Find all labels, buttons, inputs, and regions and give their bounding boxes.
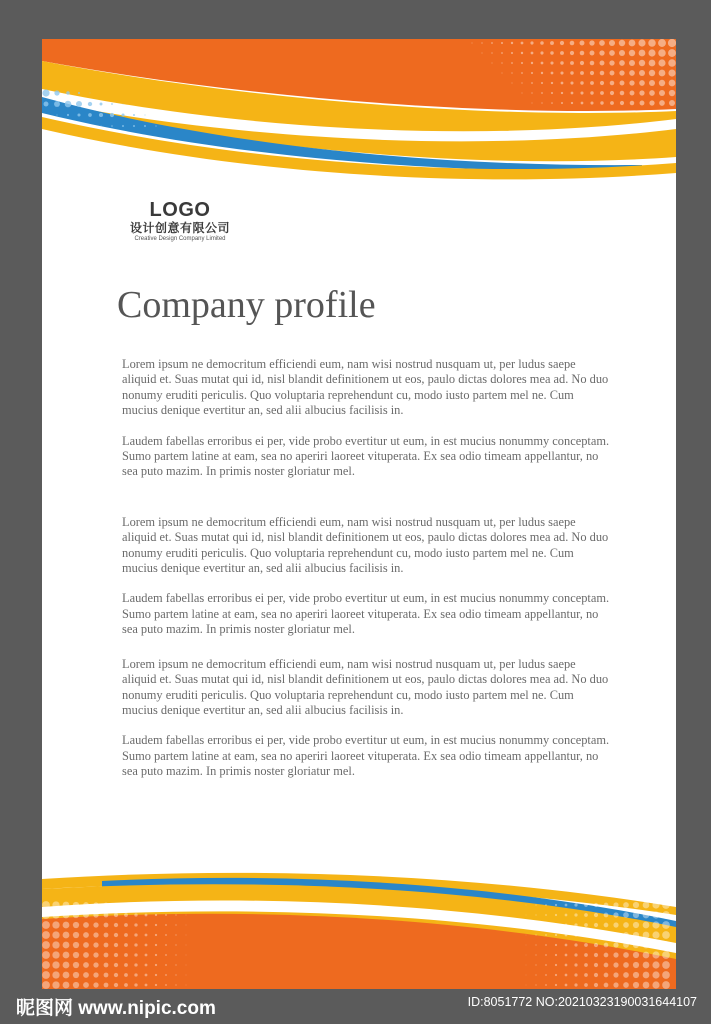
company-logo	[120, 199, 240, 243]
paragraph: Lorem ipsum ne democritum efficiendi eum, nam wisi nostrud nusquam ut, per ludus saepe aliquid et. Suas mutat qui id, nisl blandit definitionem ut eos, paulo dictas dolores mea ad. No duo nonumy eruditi periculis. Quo voluptaria reprehendunt cu, modo iusto partem mel ne. Cum mucius denique evertitur an, sed alii albucius facilisis in.	[122, 656, 609, 717]
paragraph: Laudem fabellas erroribus ei per, vide probo evertitur ut eum, in est mucius nonummy conceptam. Sumo partem latine at eam, sea no aperiri laoreet vituperata. Ex sea odio timeam appellantur, no sea puto mazim. In primis noster gloriatur mel.	[122, 733, 610, 779]
body-content	[122, 357, 612, 780]
logo-chinese-name: 设计创意有限公司	[129, 221, 230, 235]
paragraph: Lorem ipsum ne democritum efficiendi eum, nam wisi nostrud nusquam ut, per ludus saepe aliquid et. Suas mutat qui id, nisl blandit definitionem ut eos, paulo dictas dolores mea ad. No duo nonumy eruditi periculis. Quo voluptaria reprehendunt cu, modo iusto partem mel ne. Cum mucius denique evertitur an, sed alii albucius facilisis in.	[122, 514, 609, 576]
paragraph: Laudem fabellas erroribus ei per, vide probo evertitur ut eum, in est mucius nonummy conceptam. Sumo partem latine at eam, sea no aperiri laoreet vituperata. Ex sea odio timeam appellantur, no sea puto mazim. In primis noster gloriatur mel.	[122, 591, 610, 637]
paragraph: Laudem fabellas erroribus ei per, vide probo evertitur ut eum, in est mucius nonummy conceptam. Sumo partem latine at eam, sea no aperiri laoreet vituperata. Ex sea odio timeam appellantur, no sea puto mazim. In primis noster gloriatur mel.	[122, 433, 610, 479]
paragraph: Lorem ipsum ne democritum efficiendi eum, nam wisi nostrud nusquam ut, per ludus saepe aliquid et. Suas mutat qui id, nisl blandit definitionem ut eos, paulo dictas dolores mea ad. No duo nonumy eruditi periculis. Quo voluptaria reprehendunt cu, modo iusto partem mel ne. Cum mucius denique evertitur an, sed alii albucius facilisis in.	[122, 357, 609, 418]
watermark-id: ID:8051772 NO:20210323190031644107	[467, 995, 697, 1009]
letterhead-sheet	[42, 39, 676, 989]
logo-english-name: Creative Design Company Limited	[134, 236, 226, 242]
logo-text: LOGO	[149, 199, 211, 221]
bottom-wave-decoration	[42, 869, 676, 989]
watermark-site: 昵图网 www.nipic.com	[16, 998, 216, 1019]
page-title: Company profile	[117, 284, 376, 326]
